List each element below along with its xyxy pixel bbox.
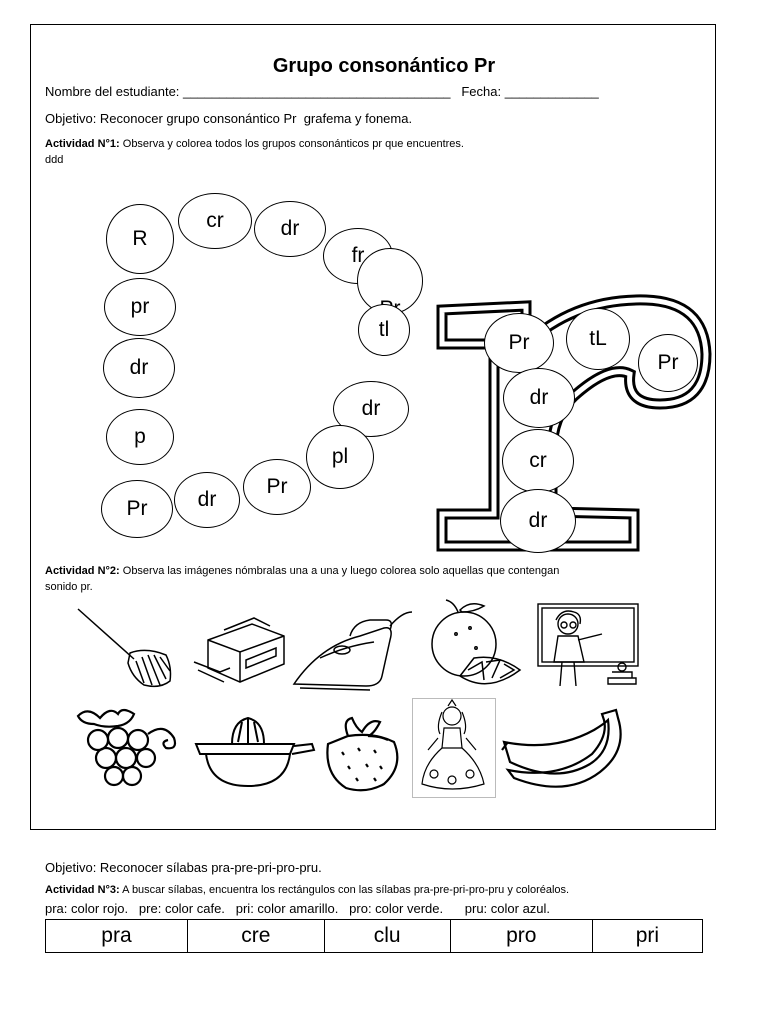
bubble-7[interactable]: tl bbox=[358, 304, 410, 356]
printer-icon[interactable] bbox=[190, 614, 290, 688]
activity-1-label: Actividad N°1: bbox=[45, 138, 120, 150]
bubble-3[interactable]: dr bbox=[254, 201, 326, 257]
letter-bubble-1[interactable]: Pr bbox=[484, 313, 554, 373]
syllable-cell[interactable]: pro bbox=[450, 920, 592, 953]
activity-2-instruction bbox=[45, 565, 559, 577]
bananas-icon[interactable] bbox=[500, 706, 630, 798]
syllable-cell[interactable]: cre bbox=[187, 920, 324, 953]
activity-1-text: Observa y colorea todos los grupos consonánticos pr que encuentres. bbox=[119, 138, 464, 150]
letter-bubble-5[interactable]: cr bbox=[502, 429, 574, 493]
teacher-icon[interactable] bbox=[532, 600, 644, 692]
bubble-14[interactable]: Pr bbox=[101, 480, 173, 538]
objective-1: Objetivo: Reconocer grupo consonántico Pr grafema y fonema. bbox=[45, 111, 413, 126]
letter-bubble-6[interactable]: dr bbox=[500, 489, 576, 553]
syllable-cell[interactable]: pra bbox=[46, 920, 188, 953]
bubble-8[interactable]: dr bbox=[103, 338, 175, 398]
activity-2-text: Observa las imágenes nómbralas una a una y luego colorea solo aquellas que contengan bbox=[119, 565, 560, 577]
juicer-icon[interactable] bbox=[192, 714, 316, 790]
bubble-12[interactable]: Pr bbox=[243, 459, 311, 515]
letter-bubble-3[interactable]: Pr bbox=[638, 334, 698, 392]
grapes-icon[interactable] bbox=[74, 704, 184, 788]
bubble-2[interactable]: cr bbox=[178, 193, 252, 249]
bubble-10[interactable]: p bbox=[106, 409, 174, 465]
bubble-13[interactable]: dr bbox=[174, 472, 240, 528]
activity-1-extra: ddd bbox=[45, 154, 64, 166]
syllable-cell[interactable]: pri bbox=[592, 920, 702, 953]
activity-3-label: Actividad N°3: bbox=[45, 884, 120, 896]
bubble-6[interactable]: pr bbox=[104, 278, 176, 336]
syllable-table bbox=[45, 919, 703, 953]
princess-icon[interactable] bbox=[412, 698, 496, 798]
page-title: Grupo consonántico Pr bbox=[272, 55, 496, 77]
broom-icon[interactable] bbox=[74, 605, 176, 691]
bubble-11[interactable]: pl bbox=[306, 425, 374, 489]
syllable-row bbox=[46, 920, 703, 953]
activity-2-label: Actividad N°2: bbox=[45, 565, 120, 577]
syllable-cell[interactable]: clu bbox=[324, 920, 450, 953]
activity-3-text: A buscar sílabas, encuentra los rectángulos con las sílabas pra-pre-pri-pro-pru y coloréalos. bbox=[119, 884, 570, 896]
student-line: Nombre del estudiante: _____________________________________ Fecha: _____________ bbox=[45, 84, 599, 99]
activity-2-text-2: sonido pr. bbox=[45, 581, 93, 593]
activity-1-instruction bbox=[45, 138, 464, 150]
activity-3-colors: pra: color rojo. pre: color cafe. pri: color amarillo. pro: color verde. pru: color azul. bbox=[45, 901, 551, 916]
iron-icon[interactable] bbox=[290, 606, 414, 692]
letter-bubble-2[interactable]: tL bbox=[566, 308, 630, 370]
letter-bubble-4[interactable]: dr bbox=[503, 368, 575, 428]
bubble-9[interactable]: dr bbox=[333, 381, 409, 437]
bubble-1[interactable]: R bbox=[106, 204, 174, 274]
activity-3-instruction bbox=[45, 884, 569, 896]
bubble-4[interactable]: fr bbox=[323, 228, 393, 284]
orange-icon[interactable] bbox=[424, 598, 524, 690]
objective-2: Objetivo: Reconocer sílabas pra-pre-pri-pro-pru. bbox=[45, 860, 322, 875]
strawberry-icon[interactable] bbox=[318, 714, 406, 794]
